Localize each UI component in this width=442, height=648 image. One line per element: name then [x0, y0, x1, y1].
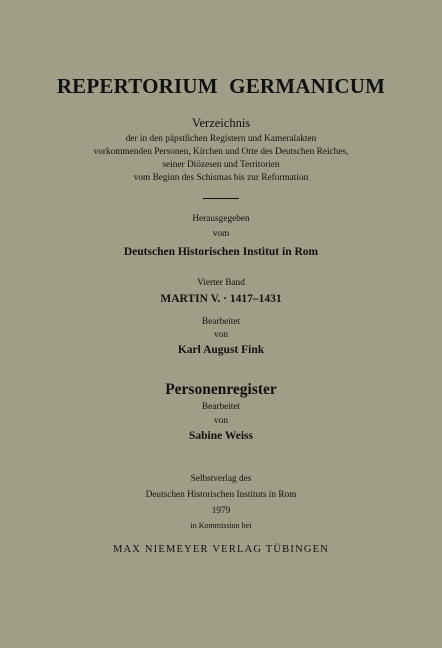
description-line: seiner Diözesen und Territorien [162, 160, 280, 170]
pope-reign: MARTIN V. · 1417–1431 [160, 293, 282, 305]
publication-year: 1979 [211, 506, 231, 516]
volume-author: Karl August Fink [177, 344, 265, 356]
volume-prepared-label: Bearbeitet [201, 317, 241, 327]
register-prepared-label: Bearbeitet [201, 402, 241, 412]
commission-line: in Kommission bei [190, 521, 252, 530]
register-connector: von [214, 416, 228, 426]
register-heading: Personenregister [165, 381, 277, 398]
editor-institute: Deutschen Historischen Institut in Rom [123, 246, 319, 258]
subtitle: Verzeichnis [191, 116, 251, 130]
editor-label: Herausgegeben [192, 214, 250, 224]
publisher-name: MAX NIEMEYER VERLAG TÜBINGEN [112, 544, 330, 555]
description-line: vom Beginn des Schismas bis zur Reformation [133, 173, 309, 183]
publisher-line1: Selbstverlag des [190, 474, 252, 484]
volume-connector: von [214, 330, 228, 340]
volume-label: Vierter Band [197, 278, 245, 288]
register-author: Sabine Weiss [188, 430, 254, 442]
description-line: vorkommenden Personen, Kirchen und Orte des Deutschen Reiches, [93, 147, 349, 157]
publisher-line2: Deutschen Historischen Instituts in Rom [145, 490, 297, 500]
divider-rule [203, 198, 239, 199]
editor-connector: vom [212, 229, 230, 239]
description-line: der in den päpstlichen Registern und Kameralakten [125, 134, 317, 144]
main-title: REPERTORIUM GERMANICUM [56, 74, 386, 98]
